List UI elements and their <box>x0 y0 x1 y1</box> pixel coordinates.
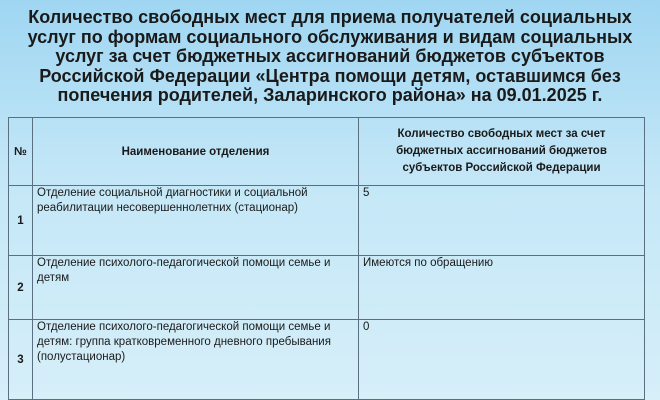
table-row <box>9 256 645 320</box>
department-name: Отделение социальной диагностики и социальной реабилитации несовершеннолетних (стационар) <box>33 186 359 256</box>
free-places-value: Имеются по обращению <box>359 256 645 320</box>
table-row <box>9 186 645 256</box>
vacancies-table <box>8 117 645 400</box>
page-title: Количество свободных мест для приема получателей социальных услуг по формам социального обслуживания и видам социальных услуг за счет бюджетных ассигнований бюджетов субъектов Российской Федерации «Центра помощи детям, оставшимся без попечения родителей, Заларинского района» на 09.01.2025 г. <box>27 7 633 105</box>
vacancies-table-container <box>8 117 644 400</box>
free-places-value: 0 <box>359 320 645 400</box>
row-number: 2 <box>9 256 33 320</box>
header-number: № <box>9 118 33 186</box>
department-name: Отделение психолого-педагогической помощи семье и детям: группа кратковременного дневного пребывания (полустационар) <box>33 320 359 400</box>
header-department-name: Наименование отделения <box>33 118 359 186</box>
row-number: 1 <box>9 186 33 256</box>
table-row <box>9 320 645 400</box>
department-name: Отделение психолого-педагогической помощи семье и детям <box>33 256 359 320</box>
header-free-places: Количество свободных мест за счет бюджетных ассигнований бюджетов субъектов Российской Федерации <box>359 118 645 186</box>
table-header-row <box>9 118 645 186</box>
free-places-value: 5 <box>359 186 645 256</box>
row-number: 3 <box>9 320 33 400</box>
